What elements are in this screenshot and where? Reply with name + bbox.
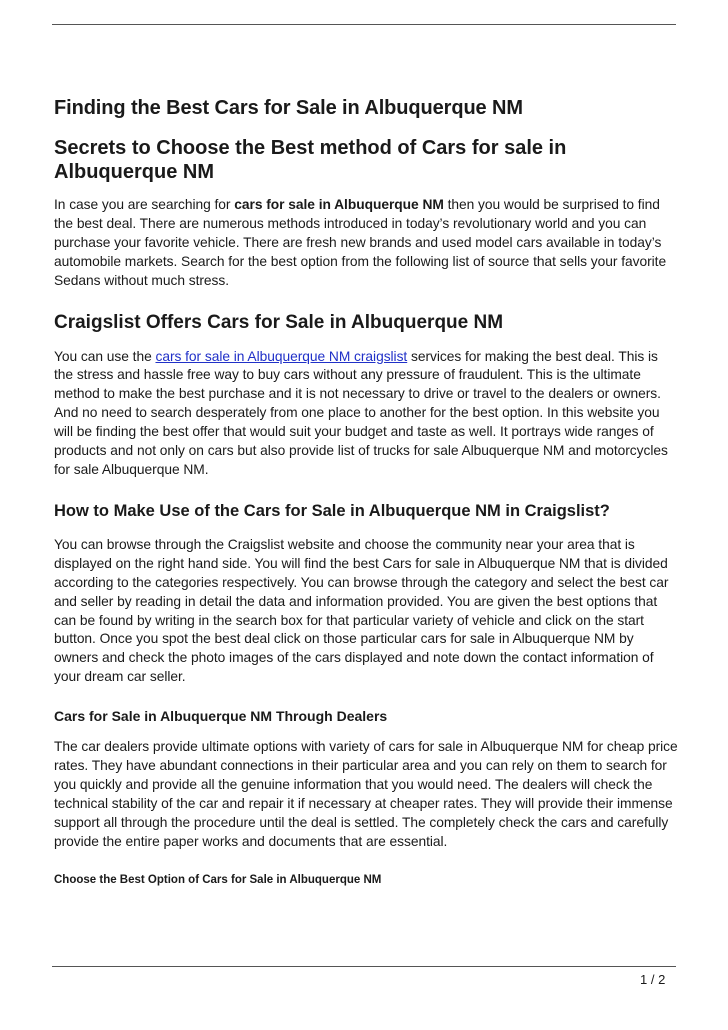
intro-text-after: then you would be surprised to find the best deal. There are numerous methods introduced in today’s revolutionary world and you can purchase your favorite vehicle. There are fresh new brands and used model cars available in today’s automobile markets. Search for the best option from the following list of source that sells your favorite Sedans without much stress. <box>54 197 667 288</box>
page-number: 1 / 2 <box>640 972 666 987</box>
section-heading-how-to: How to Make Use of the Cars for Sale in Albuquerque NM in Craigslist? <box>54 501 610 520</box>
craigslist-link[interactable]: cars for sale in Albuquerque NM craigslist <box>155 348 408 364</box>
craigslist-paragraph <box>54 348 678 480</box>
intro-paragraph <box>54 196 678 291</box>
section-heading-craigslist: Craigslist Offers Cars for Sale in Albuquerque NM <box>54 311 504 333</box>
section-heading-choose-best: Choose the Best Option of Cars for Sale in Albuquerque NM <box>54 873 382 886</box>
bottom-rule <box>52 966 676 967</box>
craigslist-text-before: You can use the <box>54 348 156 364</box>
intro-text-before: In case you are searching for <box>54 197 235 212</box>
craigslist-text-after: services for making the best deal. This is the stress and hassle free way to buy cars without any pressure of fraudulent. This is the ultimate method to make the best purchase and it is not necessary to drive or travel to the dealers or owners. And no need to search desperately from one place to another for the best option. In this website you will be finding the best offer that would suit your budget and taste as well. It portrays wide ranges of products and not only on cars but also provide list of trucks for sale Albuquerque NM and motorcycles for sale Albuquerque NM. <box>54 348 668 477</box>
dealers-paragraph: The car dealers provide ultimate options with variety of cars for sale in Albuquerque NM for cheap price rates. They have abundant connections in their particular area and you can rely on them to search for you quickly and provide all the genuine information that you would need. The dealers will check the technical stability of the car and repair it if necessary at cheaper rates. They will provide their immense support all through the procedure until the deal is settled. The completely check the cars and carefully provide the entire paper works and documents that are essential. <box>54 739 678 849</box>
section-heading-dealers: Cars for Sale in Albuquerque NM Through Dealers <box>54 708 388 725</box>
document-body <box>54 96 678 907</box>
intro-bold-keyword: cars for sale in Albuquerque NM <box>234 197 444 212</box>
top-rule <box>52 24 676 25</box>
document-subtitle: Secrets to Choose the Best method of Cars for sale in Albuquerque NM <box>54 137 567 183</box>
how-to-paragraph: You can browse through the Craigslist website and choose the community near your area that is displayed on the right hand side. You will find the best Cars for sale in Albuquerque NM that is divided according to the categories respectively. You can browse through the category and select the best car and seller by reading in detail the data and information provided. You are given the best options that can be found by writing in the search box for that particular variety of vehicle and click on the start button. Once you spot the best deal click on those particular cars for sale in Albuquerque NM by owners and check the photo images of the cars displayed and note down the contact information of your dream car seller. <box>54 536 669 685</box>
document-title: Finding the Best Cars for Sale in Albuquerque NM <box>54 97 523 119</box>
